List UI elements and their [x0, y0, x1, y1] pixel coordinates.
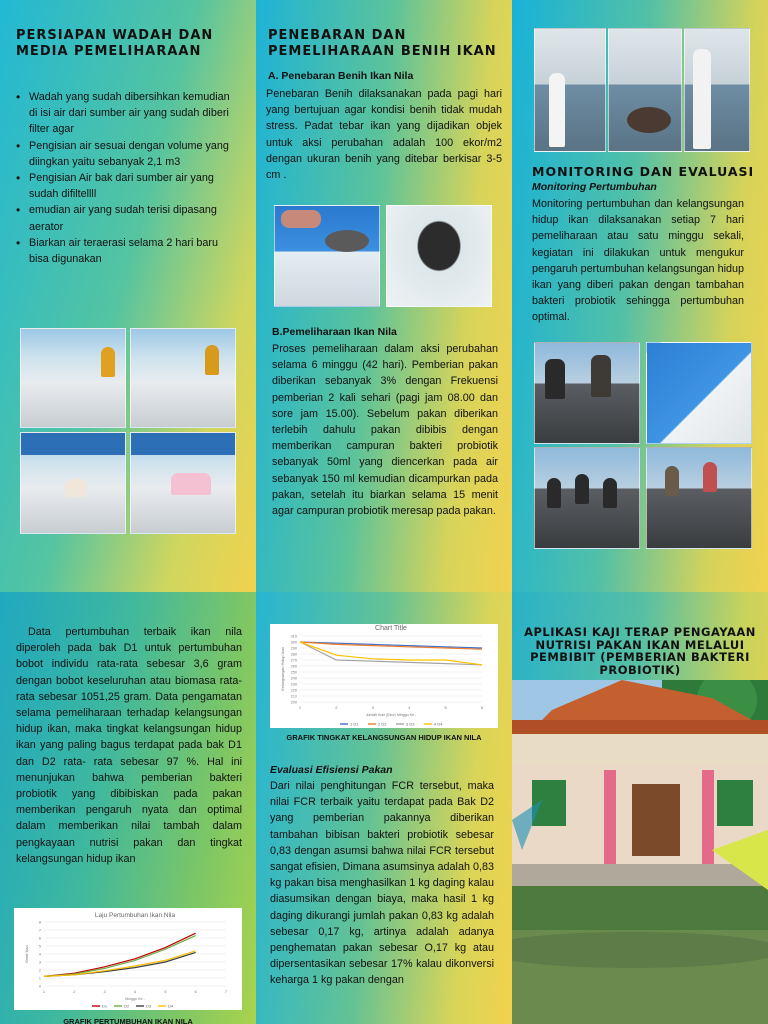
y-tick-label: 4 — [38, 952, 41, 957]
photo-scrubbing-pond — [130, 432, 236, 534]
panel-penebaran — [256, 0, 512, 592]
x-tick-label: 2 — [73, 989, 76, 994]
list-item: • Pengisian Air bak dari sumber air yang sudah difiltellll — [16, 170, 232, 202]
photo-monitoring-team-2 — [534, 447, 640, 549]
y-tick-label: 1 — [38, 976, 41, 981]
photo-monitoring-team-1 — [534, 342, 640, 444]
x-axis-label: Jumlah Ikan (Ekor) Minggu Ke - — [365, 713, 417, 717]
list-item: • emudian air yang sudah terisi dipasang aerator — [16, 202, 232, 234]
x-tick-label: 4 — [408, 705, 411, 710]
y-tick-label: 300 — [290, 640, 297, 645]
cover-title: APLIKASI KAJI TERAP PENGAYAAN NUTRISI PAKAN IKAN MELALUI PEMBIBIT (PEMBERIAN BAKTERI PROBIOTIK) — [524, 625, 756, 677]
photo-fish-seeds — [386, 205, 492, 307]
growth-chart-svg — [14, 908, 242, 1010]
paragraph-pemeliharaan: Proses pemeliharaan dalam aksi perubahan selama 6 minggu (42 hari). Pemberian pakan diberikan sebanyak 3% dengan Frekuensi pemberian 2 kali sehari (pagi jam 08.00 dan sore jam 15.00). Sebelum pakan diberikan terlebih dahulu pakan dibibis dengan memberikan campuran bakteri probiotik sebanyak 50ml yang diencerkan pada air sebanyak 150 ml kemudian dicampurkan pada pakan, setelah itu biarkan selama 15 menit agar campuran probiotik meresap pada pakan. — [272, 343, 498, 518]
x-tick-label: 3 — [103, 989, 106, 994]
legend-label: D4 — [168, 1003, 174, 1009]
photo-hatchery-building — [512, 680, 768, 1024]
y-tick-label: 200 — [290, 700, 297, 705]
paragraph-penebaran: Penebaran Benih dilaksanakan pada pagi hari yang bertujuan agar kondisi benih tidak mudah stress. Padat tebar ikan yang dijadikan objek untuk aksi perubahan adalah 100 ekor/m2 dengan ukuran benih yang ditebar berkisar 3-5 cm . — [266, 88, 502, 182]
x-tick-label: 4 — [133, 989, 137, 994]
y-tick-label: 2 — [38, 968, 41, 973]
legend-label: D1 — [102, 1003, 108, 1009]
y-tick-label: 6 — [38, 936, 41, 941]
legend-label: D2 — [124, 1003, 130, 1009]
photo-stocking-fish — [274, 205, 380, 307]
subheading-penebaran: A. Penebaran Benih Ikan Nila — [268, 70, 414, 82]
y-tick-label: 290 — [290, 646, 297, 651]
survival-chart-svg — [270, 624, 498, 728]
photo-monitoring-team-3 — [646, 447, 752, 549]
legend-label: 1 D1 — [350, 721, 359, 727]
y-tick-label: 0 — [38, 984, 41, 989]
legend-label: D3 — [146, 1003, 152, 1009]
y-tick-label: 210 — [290, 694, 297, 699]
y-tick-label: 7 — [38, 928, 41, 933]
paragraph-efisiensi: Dari nilai penghitungan FCR tersebut, maka nilai FCR terbaik yaitu terdapat pada Bak D2 yang pemberian pakannya diberikan tambahan bibisan bakteri probiotik sebesar 0,83 dengan asumsi bahwa nilai FCR tersebut sangat efisien, Dimana asumsinya adalah 0,83 kg pakan bisa menghasilkan 1 kg daging kalau diasumsikan dengan biaya, maka hasil 1 kg daging dikurangi jumlah pakan 0,83 kg adalah sebesar 0,17 kg, artinya adalah adanya penghematan pakan sebesar O,17 kg atau dipersentasikan sebesar 17% kalau dikonversi keharga 1 kg pakan dengan — [270, 780, 494, 987]
panel-persiapan-wadah — [0, 0, 256, 592]
x-tick-label: 5 — [444, 705, 447, 710]
x-tick-label: 6 — [194, 989, 197, 994]
y-tick-label: 310 — [290, 634, 297, 639]
y-tick-label: 280 — [290, 652, 297, 657]
growth-chart — [14, 908, 242, 1010]
chart-title: Chart Title — [375, 625, 407, 632]
legend-label: 3 D3 — [406, 721, 415, 727]
list-item: • Wadah yang sudah dibersihkan kemudian di isi air dari sumber air yang sudah diberi filter agar — [16, 89, 232, 138]
survival-chart-caption: GRAFIK TINGKAT KELANGSUNGAN HIDUP IKAN NILA — [286, 733, 482, 742]
x-tick-label: 6 — [480, 705, 484, 710]
x-tick-label: 1 — [298, 705, 302, 710]
panel-hasil-pertumbuhan — [0, 592, 256, 1024]
x-axis-label: Minggu Ke - — [125, 997, 145, 1001]
photo-cleaning-pond — [20, 432, 126, 534]
photo-worker-pond — [130, 328, 236, 428]
y-tick-label: 230 — [290, 682, 297, 687]
subheading-efisiensi: Evaluasi Efisiensi Pakan — [270, 764, 393, 776]
legend-label: 2 D2 — [378, 721, 387, 727]
y-tick-label: 220 — [290, 688, 297, 693]
growth-chart-caption: GRAFIK PERTUMBUHAN IKAN NILA — [63, 1017, 193, 1024]
paragraph-monitoring: Monitoring pertumbuhan dan kelangsungan hidup ikan dilaksanakan setiap 7 hari pemeliharaan atau satu minggu sekali, kegiatan ini dilakukan untuk mengukur pengaruh pertumbuhan kelangsungan hidup ikan yang diberi pakan dengan tambahan bakteri probiotik sehingga pertumbuhan optimal. — [532, 198, 744, 324]
x-tick-label: 1 — [42, 989, 46, 994]
y-tick-label: 5 — [38, 944, 41, 949]
y-axis-label: Kelangsungan Hidup Ikan — [281, 647, 285, 691]
y-tick-label: 250 — [290, 670, 297, 675]
y-tick-label: 260 — [290, 664, 297, 669]
photo-empty-pond — [20, 328, 126, 428]
photo-officer-2 — [608, 28, 682, 152]
photo-measuring-fish — [646, 342, 752, 444]
subheading-monitoring: Monitoring Pertumbuhan — [532, 181, 657, 193]
y-axis-label: Berat Ikan — [25, 945, 29, 963]
paragraph-hasil: Data pertumbuhan terbaik ikan nila diperoleh pada bak D1 untuk pertumbuhan bobot individu rata-rata sebesar 3,6 gram dengan bobot keseluruhan atau biomasa rata-rata sebesar 1051,25 gram. Data pengamatan selama pemeliharaan terhadap kelangsungan hidup ikan, maka tingkat kelangsungan hidup ikan yang paling bagus terdapat pada bak D1 dan D2 rata- rata sebesar 97 %. Hal ini menunjukan bahwa pemberian bakteri probiotik yang dibibiskan pada pakan memberikan pengaruh nyata dan optimal dalam memberikan nilai tambah dalam pengkayaan nutrisi pakan dan tingkat kelangsungan hidup ikan — [16, 626, 242, 865]
list-item: • Pengisian air sesuai dengan volume yang diingkan yaitu sebanyak 2,1 m3 — [16, 138, 232, 170]
section-title-penebaran: PENEBARAN DAN PEMELIHARAAN BENIH IKAN — [268, 28, 497, 59]
photo-officer-3 — [684, 28, 750, 152]
photo-officer-1 — [534, 28, 606, 152]
x-tick-label: 7 — [224, 989, 228, 994]
x-tick-label: 3 — [371, 705, 374, 710]
y-tick-label: 3 — [38, 960, 41, 965]
x-tick-label: 5 — [164, 989, 167, 994]
series-line-d4 — [44, 951, 196, 977]
bullet-list-persiapan — [16, 89, 232, 267]
x-tick-label: 2 — [335, 705, 338, 710]
y-tick-label: 270 — [290, 658, 297, 663]
panel-cover — [512, 592, 768, 1024]
series-line-1-d1 — [300, 642, 482, 648]
subheading-pemeliharaan: B.Pemeliharaan Ikan Nila — [272, 326, 397, 338]
chart-title: Laju Pertumbuhan Ikan Nila — [94, 912, 176, 919]
panel-monitoring — [512, 0, 768, 592]
section-title-monitoring: MONITORING DAN EVALUASI — [532, 164, 755, 179]
legend-label: 4 D4 — [434, 721, 443, 727]
panel-efisiensi — [256, 592, 512, 1024]
survival-chart — [270, 624, 498, 728]
list-item: • Biarkan air teraerasi selama 2 hari baru bisa digunakan — [16, 235, 232, 267]
y-tick-label: 240 — [290, 676, 297, 681]
section-title-persiapan: PERSIAPAN WADAH DAN MEDIA PEMELIHARAAN — [16, 28, 214, 59]
y-tick-label: 8 — [38, 920, 41, 925]
